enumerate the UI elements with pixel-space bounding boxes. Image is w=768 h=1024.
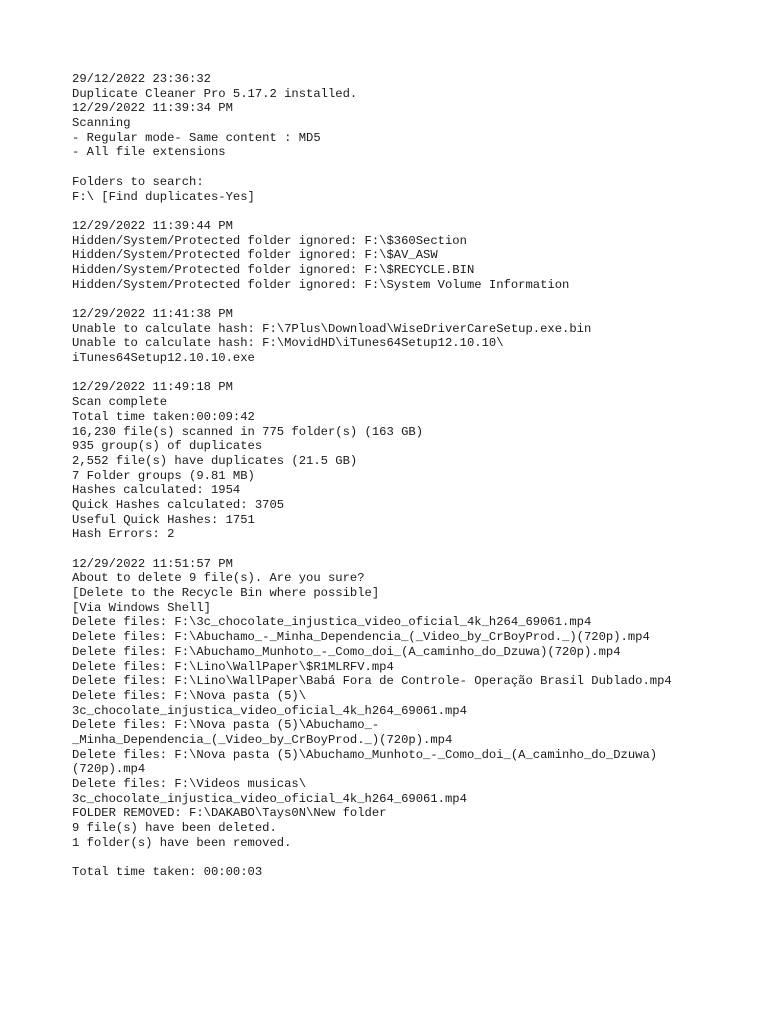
log-line-stat: 7 Folder groups (9.81 MB) [72,468,255,483]
log-line-hash-error: Unable to calculate hash: F:\MovidHD\iTunes64Setup12.10.10\ [72,336,504,351]
log-line-folder-removed: FOLDER REMOVED: F:\DAKABO\Tays0N\New folder [72,806,387,821]
log-line-delete-file: Delete files: F:\Lino\WallPaper\Babá Fora de Controle- Operação Brasil Dublado.mp4 [72,674,672,689]
log-line-stat: Total time taken:00:09:42 [72,409,255,424]
log-line-delete-file: Delete files: F:\Nova pasta (5)\ [72,688,307,703]
log-line-timestamp: 12/29/2022 11:49:18 PM [72,380,233,395]
log-line-delete-file-cont: _Minha_Dependencia_(_Video_by_CrBoyProd._)(720p).mp4 [72,732,453,747]
log-line-delete-file: Delete files: F:\Lino\WallPaper\$R1MLRFV.mp4 [72,659,394,674]
log-line-hash-error: Unable to calculate hash: F:\7Plus\Download\WiseDriverCareSetup.exe.bin [72,321,592,336]
log-line-stat: Quick Hashes calculated: 3705 [72,497,285,512]
log-document [72,72,752,880]
log-line-folder: F:\ [Find duplicates-Yes] [72,189,255,204]
log-line-stat: 2,552 file(s) have duplicates (21.5 GB) [72,453,358,468]
log-line-delete-file: Delete files: F:\Nova pasta (5)\Abuchamo_Munhoto_-_Como_doi_(A_caminho_do_Dzuwa) [72,747,658,762]
log-line-extensions: - All file extensions [72,145,226,160]
log-line-delete-file-cont: 3c_chocolate_injustica_video_oficial_4k_h264_69061.mp4 [72,791,467,806]
log-line-stat: Hashes calculated: 1954 [72,483,241,498]
log-line-hash-error-cont: iTunes64Setup12.10.10.exe [72,351,255,366]
log-line-delete-file: Delete files: F:\Abuchamo_Munhoto_-_Como_doi_(A_caminho_do_Dzuwa)(720p).mp4 [72,644,621,659]
log-line-summary: 9 file(s) have been deleted. [72,821,277,836]
log-line-ignored: Hidden/System/Protected folder ignored: F:\System Volume Information [72,277,570,292]
log-line-mode: - Regular mode- Same content : MD5 [72,130,321,145]
log-line-delete-file: Delete files: F:\Abuchamo_-_Minha_Dependencia_(_Video_by_CrBoyProd._)(720p).mp4 [72,630,650,645]
log-line-delete-file: Delete files: F:\3c_chocolate_injustica_video_oficial_4k_h264_69061.mp4 [72,615,592,630]
log-line-delete-option: [Via Windows Shell] [72,600,211,615]
log-line-stat: Useful Quick Hashes: 1751 [72,512,255,527]
log-line-timestamp: 12/29/2022 11:51:57 PM [72,556,233,571]
log-line-timestamp: 29/12/2022 23:36:32 [72,72,211,86]
log-line-delete-prompt: About to delete 9 file(s). Are you sure? [72,571,365,586]
log-line-scanning: Scanning [72,116,131,131]
log-line-ignored: Hidden/System/Protected folder ignored: F:\$RECYCLE.BIN [72,262,475,277]
log-line-ignored: Hidden/System/Protected folder ignored: F:\$AV_ASW [72,248,438,263]
log-line-delete-file-cont: (720p).mp4 [72,762,146,777]
log-line-installed: Duplicate Cleaner Pro 5.17.2 installed. [72,86,358,101]
log-line-blank [72,204,752,219]
log-line-blank [72,366,752,381]
log-line-stat: Hash Errors: 2 [72,527,175,542]
log-line-timestamp: 12/29/2022 11:39:34 PM [72,101,233,116]
log-line-folders-heading: Folders to search: [72,174,204,189]
log-line-blank [72,850,752,865]
log-line-ignored: Hidden/System/Protected folder ignored: F:\$360Section [72,233,467,248]
log-line-timestamp: 12/29/2022 11:41:38 PM [72,307,233,321]
log-line-stat: 935 group(s) of duplicates [72,439,263,454]
log-line-blank [72,160,752,175]
log-line-timestamp: 12/29/2022 11:39:44 PM [72,218,233,233]
log-line-delete-file-cont: 3c_chocolate_injustica_video_oficial_4k_h264_69061.mp4 [72,703,467,718]
log-line-delete-file: Delete files: F:\Videos musicas\ [72,777,307,791]
log-line-delete-option: [Delete to the Recycle Bin where possible] [72,586,380,601]
log-line-total-time: Total time taken: 00:00:03 [72,865,263,880]
log-line-stat: 16,230 file(s) scanned in 775 folder(s) (163 GB) [72,424,424,439]
log-line-scan-complete: Scan complete [72,395,168,410]
log-line-summary: 1 folder(s) have been removed. [72,835,292,850]
log-line-blank [72,542,752,557]
log-line-blank [72,292,752,307]
log-line-delete-file: Delete files: F:\Nova pasta (5)\Abuchamo_- [72,718,380,733]
